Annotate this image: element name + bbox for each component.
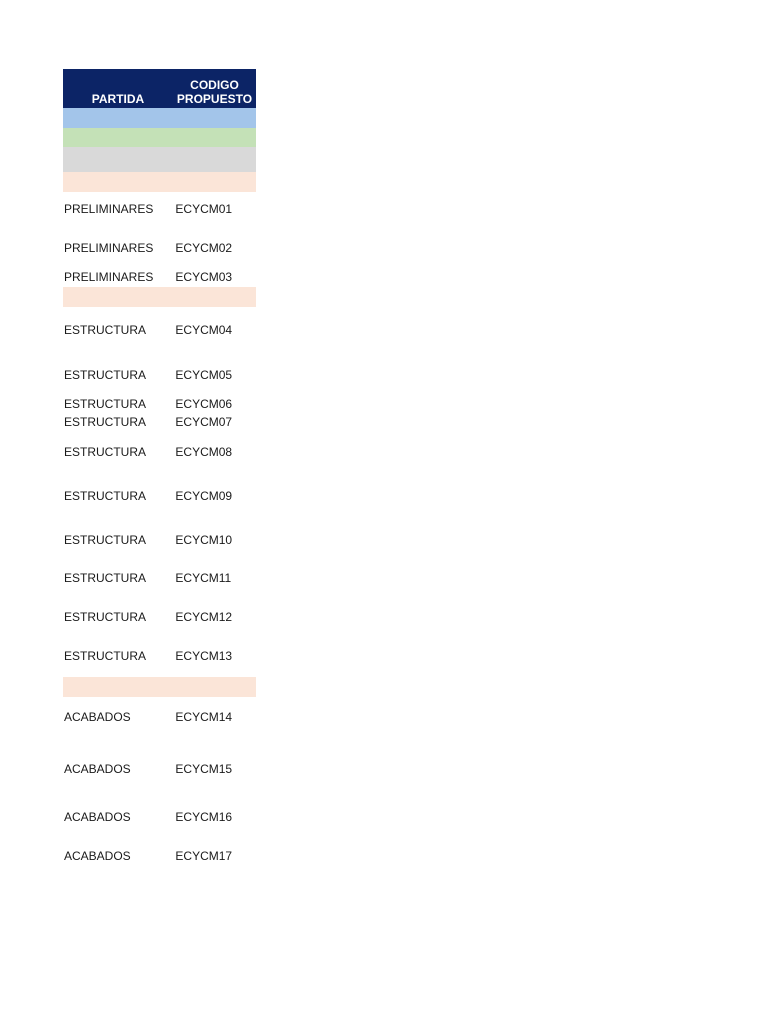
header-partida-label: PARTIDA (91, 92, 145, 106)
codigo-cell[interactable]: ECYCM17 (175, 849, 233, 863)
codigo-cell[interactable]: ECYCM14 (175, 710, 233, 724)
table-row[interactable] (63, 809, 256, 825)
table-row[interactable] (63, 322, 256, 338)
partida-cell[interactable]: ESTRUCTURA (64, 610, 147, 624)
codigo-cell[interactable]: ECYCM04 (175, 323, 233, 337)
header-codigo-line1: CODIGO (190, 78, 239, 92)
table-row[interactable] (63, 648, 256, 664)
codigo-cell[interactable]: ECYCM03 (175, 270, 233, 284)
table-row[interactable] (63, 488, 256, 504)
table-row[interactable] (63, 269, 256, 285)
partida-cell[interactable]: ESTRUCTURA (64, 649, 147, 663)
table-row[interactable] (63, 761, 256, 777)
legend-band-gray[interactable] (63, 147, 256, 172)
partida-cell[interactable]: ESTRUCTURA (64, 533, 147, 547)
spreadsheet-table (63, 69, 256, 192)
section-separator[interactable] (63, 287, 256, 307)
header-codigo-line2: PROPUESTO (176, 92, 253, 106)
partida-cell[interactable]: ESTRUCTURA (64, 415, 147, 429)
section-separator[interactable] (63, 677, 256, 697)
table-row[interactable] (63, 570, 256, 586)
legend-band-green[interactable] (63, 128, 256, 147)
table-row[interactable] (63, 367, 256, 383)
partida-cell[interactable]: ESTRUCTURA (64, 489, 147, 503)
table-row[interactable] (63, 848, 256, 864)
header-codigo-propuesto[interactable] (173, 69, 256, 108)
legend-band-peach[interactable] (63, 172, 256, 192)
codigo-cell[interactable]: ECYCM16 (175, 810, 233, 824)
table-header (63, 69, 256, 108)
table-row[interactable] (63, 609, 256, 625)
codigo-cell[interactable]: ECYCM07 (175, 415, 233, 429)
codigo-cell[interactable]: ECYCM06 (175, 397, 233, 411)
partida-cell[interactable]: ACABADOS (64, 710, 131, 724)
table-row[interactable] (63, 444, 256, 460)
legend-band-blue[interactable] (63, 108, 256, 128)
partida-cell[interactable]: ESTRUCTURA (64, 323, 147, 337)
partida-cell[interactable]: ESTRUCTURA (64, 397, 147, 411)
codigo-cell[interactable]: ECYCM01 (175, 202, 233, 216)
header-partida[interactable] (63, 69, 173, 108)
partida-cell[interactable]: ACABADOS (64, 849, 131, 863)
partida-cell[interactable]: PRELIMINARES (64, 270, 154, 284)
partida-cell[interactable]: ESTRUCTURA (64, 571, 147, 585)
table-row[interactable] (63, 414, 256, 430)
partida-cell[interactable]: PRELIMINARES (64, 202, 154, 216)
codigo-cell[interactable]: ECYCM15 (175, 762, 233, 776)
codigo-cell[interactable]: ECYCM11 (175, 571, 232, 585)
partida-cell[interactable]: ACABADOS (64, 810, 131, 824)
header-codigo-label (177, 78, 252, 106)
codigo-cell[interactable]: ECYCM13 (175, 649, 233, 663)
partida-cell[interactable]: PRELIMINARES (64, 241, 154, 255)
codigo-cell[interactable]: ECYCM08 (175, 445, 233, 459)
codigo-cell[interactable]: ECYCM05 (175, 368, 233, 382)
codigo-cell[interactable]: ECYCM10 (175, 533, 233, 547)
codigo-cell[interactable]: ECYCM09 (175, 489, 233, 503)
codigo-cell[interactable]: ECYCM02 (175, 241, 233, 255)
table-row[interactable] (63, 396, 256, 412)
table-row[interactable] (63, 709, 256, 725)
partida-cell[interactable]: ESTRUCTURA (64, 445, 147, 459)
partida-cell[interactable]: ESTRUCTURA (64, 368, 147, 382)
table-row[interactable] (63, 201, 256, 217)
partida-cell[interactable]: ACABADOS (64, 762, 131, 776)
codigo-cell[interactable]: ECYCM12 (175, 610, 233, 624)
table-row[interactable] (63, 532, 256, 548)
table-row[interactable] (63, 240, 256, 256)
